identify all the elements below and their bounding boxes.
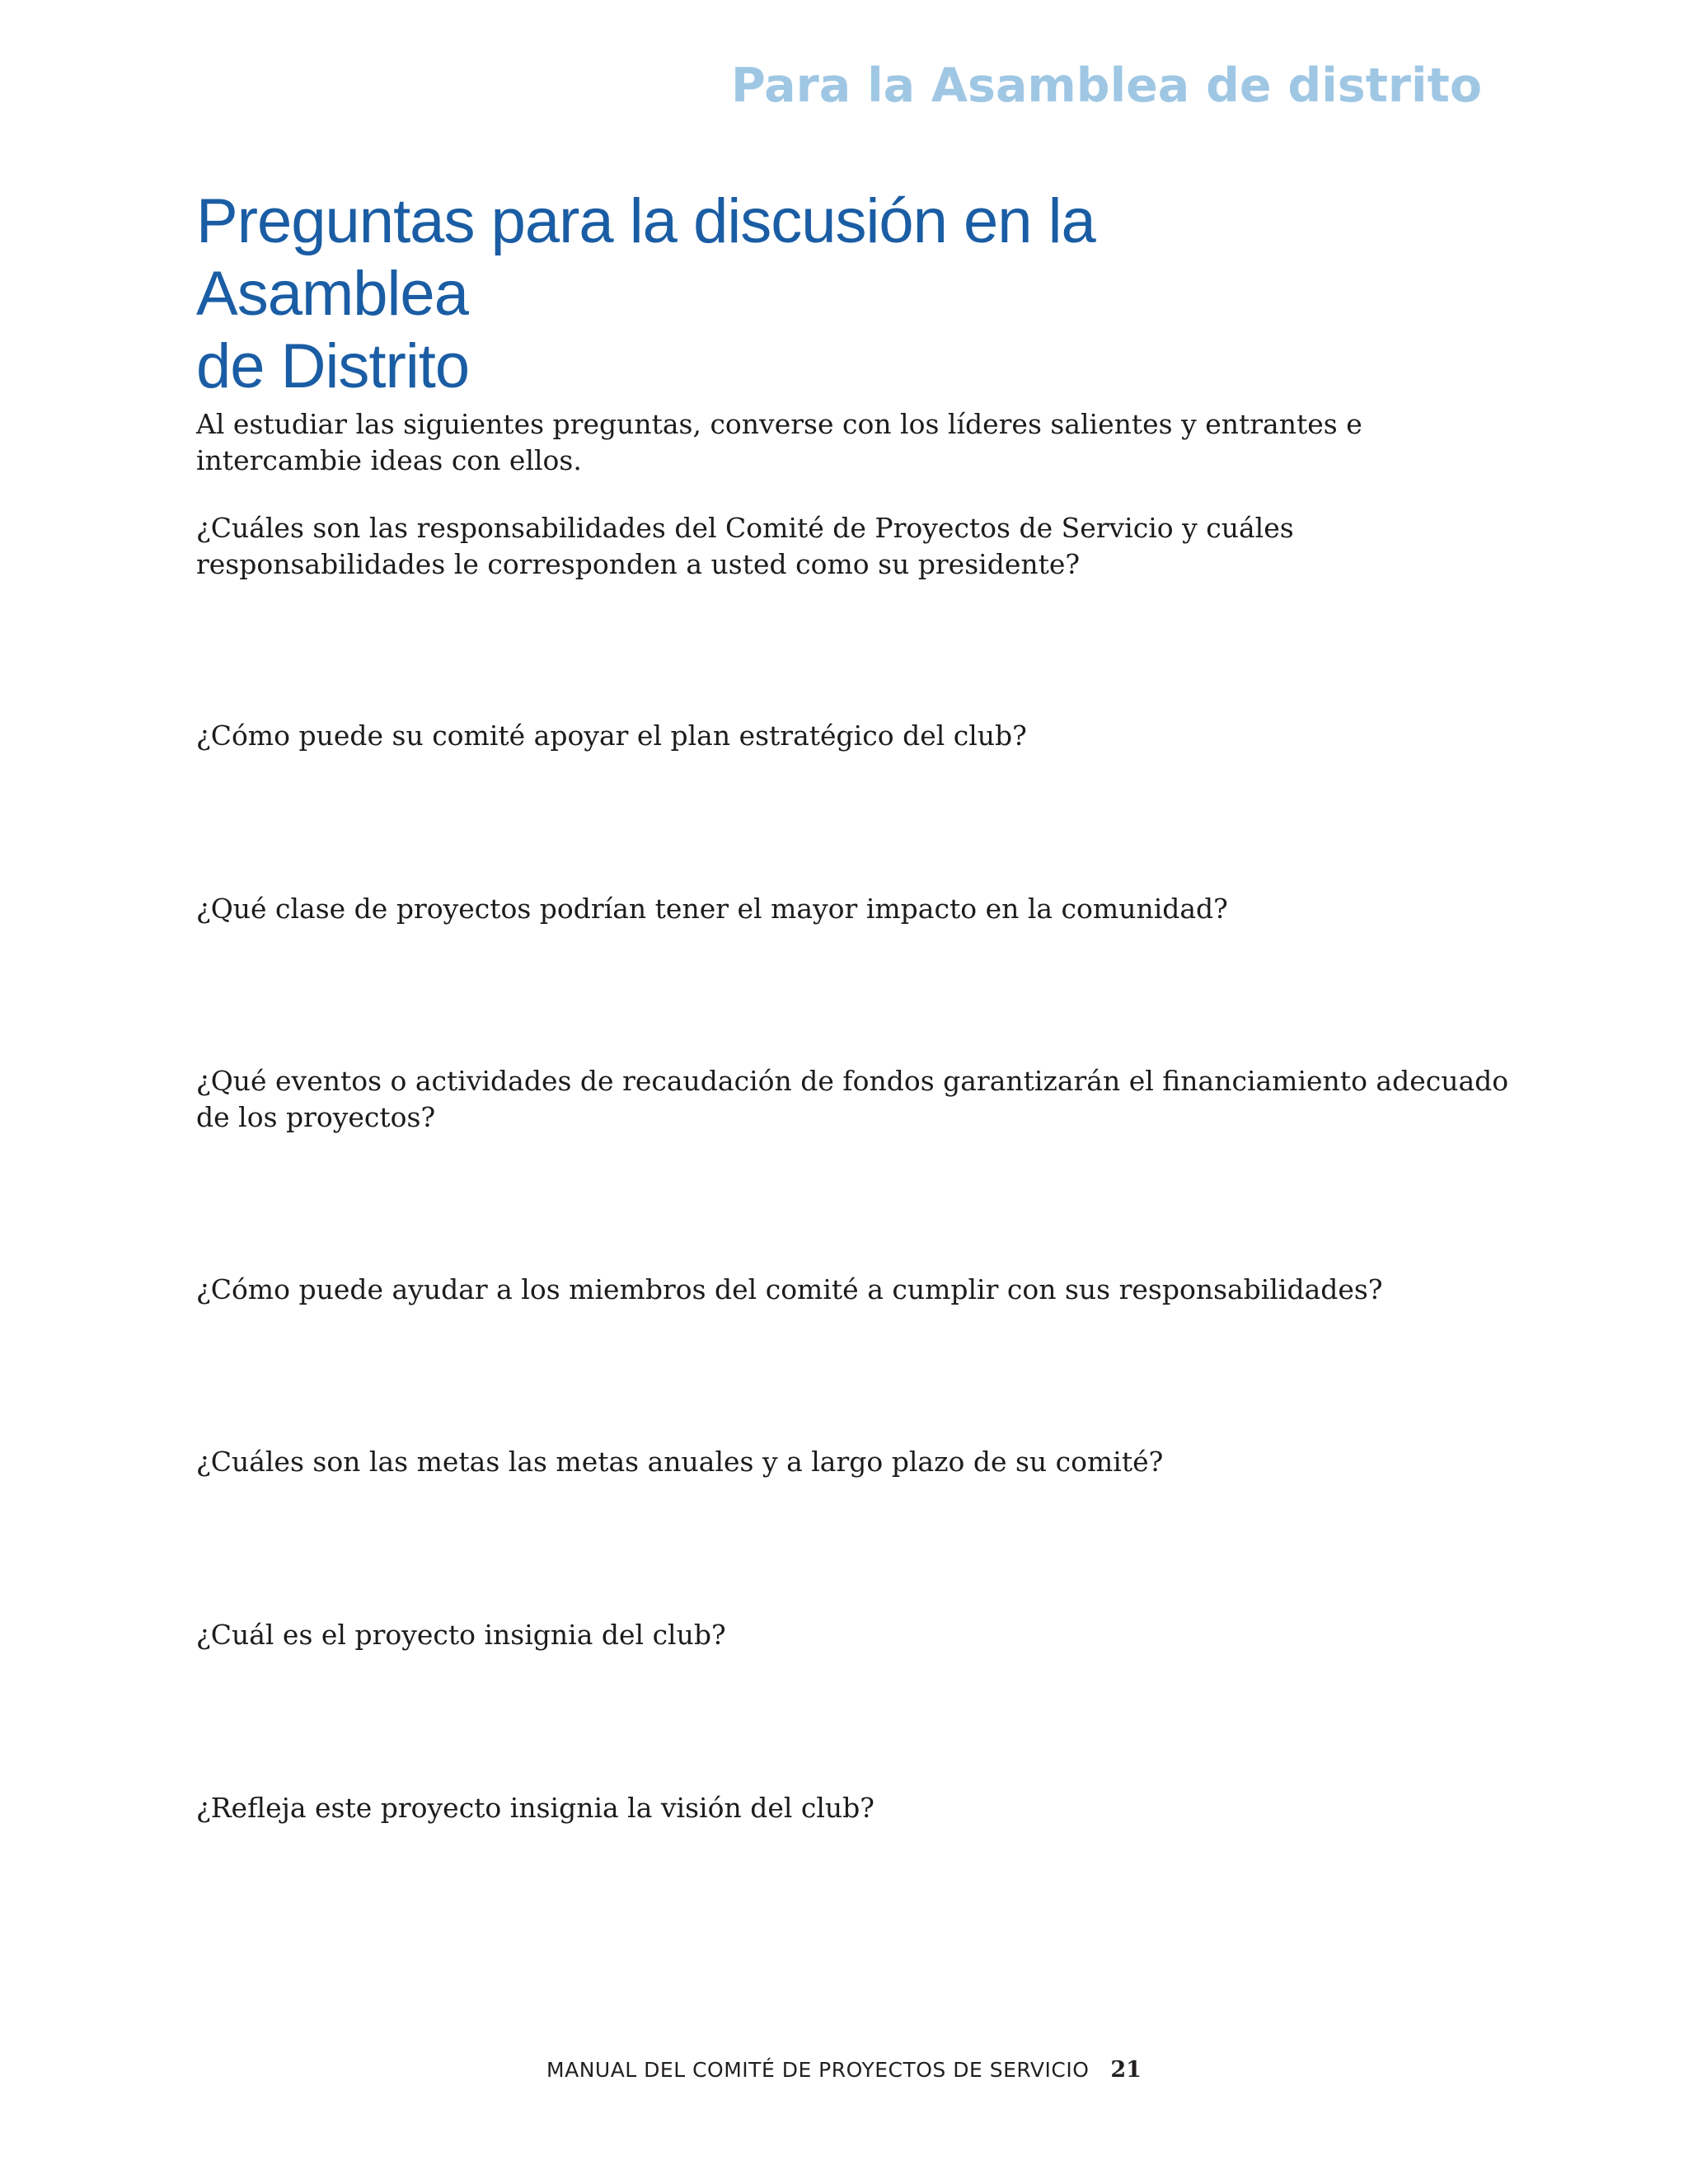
question-8: ¿Refleja este proyecto insignia la visión del club?	[196, 1792, 875, 1824]
page-footer	[0, 2057, 1688, 2083]
footer-page-number: 21	[1110, 2057, 1142, 2083]
page-title-line-1: Preguntas para la discusión en la Asamblea	[196, 186, 1095, 329]
question-5: ¿Cómo puede ayudar a los miembros del comité a cumplir con sus responsabilidades?	[196, 1273, 1383, 1305]
question-1: ¿Cuáles son las responsabilidades del Comité de Proyectos de Servicio y cuáles responsabilidades le corresponden a usted como su presidente?	[196, 512, 1294, 580]
question-7: ¿Cuál es el proyecto insignia del club?	[196, 1619, 726, 1651]
page-title-line-2: de Distrito	[196, 331, 470, 401]
question-2: ¿Cómo puede su comité apoyar el plan estratégico del club?	[196, 719, 1027, 752]
question-6: ¿Cuáles son las metas las metas anuales y a largo plazo de su comité?	[196, 1446, 1164, 1478]
question-4: ¿Qué eventos o actividades de recaudación de fondos garantizarán el financiamiento adecuado de los proyectos?	[196, 1065, 1509, 1133]
intro-paragraph: Al estudiar las siguientes preguntas, converse con los líderes salientes y entrantes e intercambie ideas con ellos.	[196, 408, 1362, 476]
question-3: ¿Qué clase de proyectos podrían tener el mayor impacto en la comunidad?	[196, 893, 1228, 925]
page-title	[196, 185, 1367, 403]
section-label: Para la Asamblea de distrito	[730, 59, 1482, 113]
footer-manual-title: MANUAL DEL COMITÉ DE PROYECTOS DE SERVICIO	[546, 2058, 1090, 2082]
